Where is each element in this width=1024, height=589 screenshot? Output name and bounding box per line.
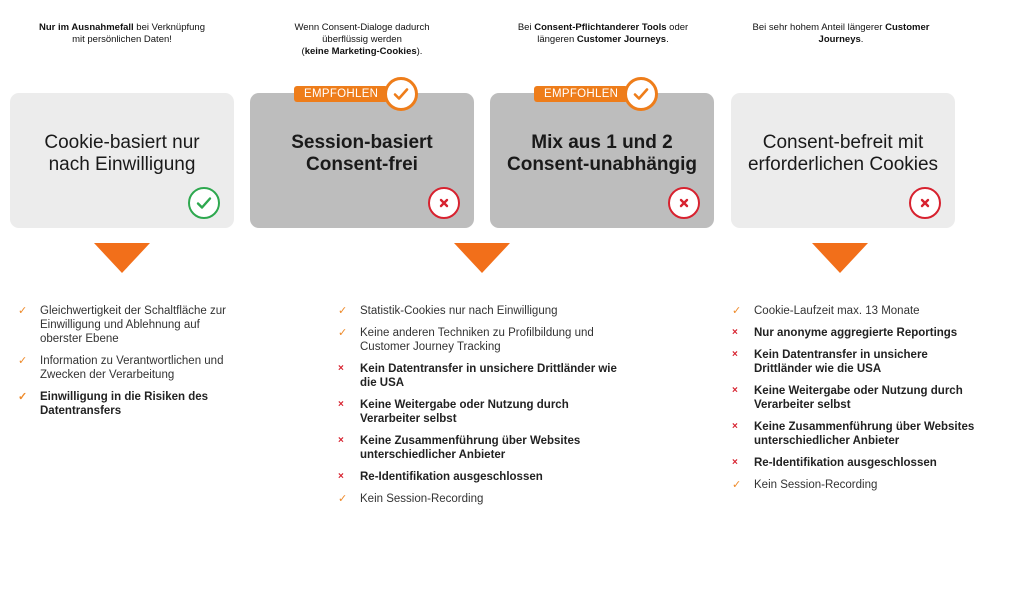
list-item-text: Kein Session-Recording [754,479,878,491]
list-item-text: Nur anonyme aggregierte Reportings [754,327,958,339]
list-item-text: Einwilligung in die Risiken des Datentransfers [40,391,209,417]
list-item-text: Re-Identifikation ausgeschlossen [360,471,543,483]
card-title: Consent-befreit mit erforderlichen Cookies [747,131,939,175]
criteria-list-option-2-3 [336,304,626,514]
list-item-text: Kein Datentransfer in unsichere Drittländer wie die USA [754,349,928,375]
list-item [16,390,231,418]
card-session-based [250,88,474,228]
cross-icon: × [732,349,738,360]
list-item [730,304,980,318]
check-icon: ✓ [338,327,348,339]
list-item [730,348,980,376]
check-icon: ✓ [732,305,742,317]
list-item-text: Kein Session-Recording [360,493,484,505]
list-item-text: Keine Zusammenführung über Websites unterschiedlicher Anbieter [360,435,581,461]
list-item [16,304,231,346]
check-icon: ✓ [18,391,28,403]
note-option-1: Nur im Ausnahmefall bei Verknüpfung mit persönlichen Daten! [39,22,205,45]
criteria-list-option-4 [730,304,980,500]
list-item-text: Keine anderen Techniken zu Profilbildung und Customer Journey Tracking [360,327,594,353]
recommended-label: EMPFOHLEN [534,86,628,102]
check-icon [624,77,658,111]
check-circle-icon [188,187,220,219]
card-mix [490,88,714,228]
check-icon: ✓ [338,305,348,317]
list-item [336,398,626,426]
list-item [336,304,626,318]
recommended-badge [534,81,658,107]
list-item-text: Re-Identifikation ausgeschlossen [754,457,937,469]
list-item-text: Keine Weitergabe oder Nutzung durch Verarbeiter selbst [360,399,569,425]
cross-icon: × [338,399,344,410]
cross-icon: × [338,435,344,446]
list-item [336,470,626,484]
list-item-text: Keine Weitergabe oder Nutzung durch Verarbeiter selbst [754,385,963,411]
cross-circle-icon [668,187,700,219]
recommended-badge [294,81,418,107]
cross-icon: × [732,327,738,338]
list-item-text: Keine Zusammenführung über Websites unterschiedlicher Anbieter [754,421,975,447]
note-option-3: Bei Consent-Pflichtanderer Tools oder längeren Customer Journeys. [517,22,689,45]
cross-circle-icon [909,187,941,219]
card-consent-exempt [731,93,955,228]
list-item [730,384,980,412]
check-icon: ✓ [18,305,28,317]
list-item [336,492,626,506]
list-item [730,456,980,470]
check-icon [384,77,418,111]
list-item [336,362,626,390]
cross-icon: × [338,471,344,482]
card-title: Mix aus 1 und 2 Consent-unabhängig [507,131,697,175]
list-item-text: Kein Datentransfer in unsichere Drittländer wie die USA [360,363,617,389]
card-cookie-based [10,93,234,228]
cross-circle-icon [428,187,460,219]
down-arrow-icon [454,243,510,273]
list-item [730,420,980,448]
down-arrow-icon [812,243,868,273]
cross-icon: × [732,421,738,432]
cross-icon: × [732,457,738,468]
list-item [730,478,980,492]
list-item [336,326,626,354]
list-item-text: Gleichwertigkeit der Schaltfläche zur Einwilligung und Ablehnung auf oberster Ebene [40,305,226,345]
note-option-4: Bei sehr hohem Anteil längerer Customer Journeys. [752,22,930,45]
list-item-text: Information zu Verantwortlichen und Zwecken der Verarbeitung [40,355,224,381]
card-title: Cookie-basiert nur nach Einwilligung [44,131,200,175]
card-title: Session-basiert Consent-frei [291,131,433,175]
check-icon: ✓ [732,479,742,491]
list-item [16,354,231,382]
criteria-list-option-1 [16,304,231,426]
note-option-2: Wenn Consent-Dialoge dadurch überflüssig werden (keine Marketing-Cookies). [294,22,430,57]
list-item-text: Cookie-Laufzeit max. 13 Monate [754,305,920,317]
check-icon: ✓ [338,493,348,505]
recommended-label: EMPFOHLEN [294,86,388,102]
list-item [730,326,980,340]
down-arrow-icon [94,243,150,273]
check-icon: ✓ [18,355,28,367]
list-item-text: Statistik-Cookies nur nach Einwilligung [360,305,558,317]
cross-icon: × [338,363,344,374]
cross-icon: × [732,385,738,396]
list-item [336,434,626,462]
